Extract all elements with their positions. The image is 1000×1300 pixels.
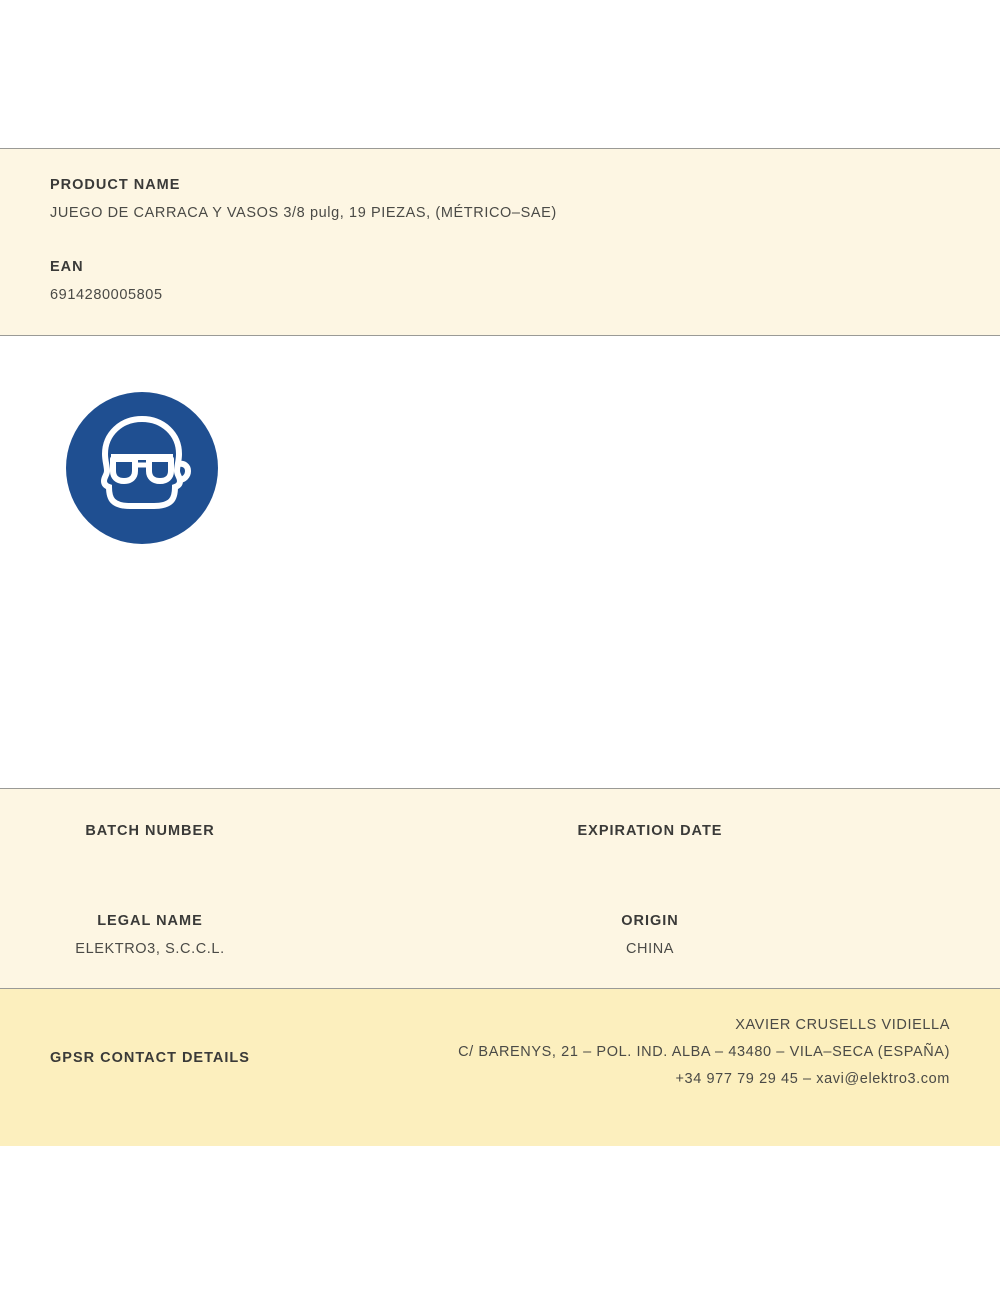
product-name-value: JUEGO DE CARRACA Y VASOS 3/8 pulg, 19 PIEZAS, (MÉTRICO–SAE) xyxy=(50,205,557,221)
expiration-date-value xyxy=(400,851,900,868)
gpsr-contact-name: XAVIER CRUSELLS VIDIELLA xyxy=(735,1017,950,1033)
product-info-inner xyxy=(0,149,1000,303)
batch-row xyxy=(0,823,1000,868)
legal-name-label: LEGAL NAME xyxy=(97,913,203,929)
product-info-section xyxy=(0,148,1000,336)
gpsr-contact-label: GPSR CONTACT DETAILS xyxy=(50,1049,250,1066)
legal-row xyxy=(0,913,1000,958)
ean-value: 6914280005805 xyxy=(50,287,163,303)
origin-value: CHINA xyxy=(625,941,675,957)
origin-col xyxy=(400,913,900,958)
batch-legal-section xyxy=(0,788,1000,988)
ean-label: EAN xyxy=(50,259,84,275)
expiration-date-label: EXPIRATION DATE xyxy=(577,823,723,839)
batch-number-value xyxy=(0,851,400,868)
gpsr-contact-phone-email: +34 977 79 29 45 – xavi@elektro3.com xyxy=(675,1071,950,1087)
gpsr-contact-address: C/ BARENYS, 21 – POL. IND. ALBA – 43480 – VILA–SECA (ESPAÑA) xyxy=(458,1044,950,1060)
pictogram-section xyxy=(0,336,1000,788)
legal-name-value: ELEKTRO3, S.C.C.L. xyxy=(75,941,225,957)
gpsr-contact-details xyxy=(458,1017,950,1087)
batch-number-col xyxy=(0,823,400,868)
wear-eye-protection-icon xyxy=(66,392,218,544)
origin-label: ORIGIN xyxy=(621,913,679,929)
legal-name-col xyxy=(0,913,400,958)
batch-number-label: BATCH NUMBER xyxy=(85,823,215,839)
gpsr-contact-section xyxy=(0,988,1000,1146)
expiration-date-col xyxy=(400,823,900,868)
product-name-label: PRODUCT NAME xyxy=(50,177,181,193)
